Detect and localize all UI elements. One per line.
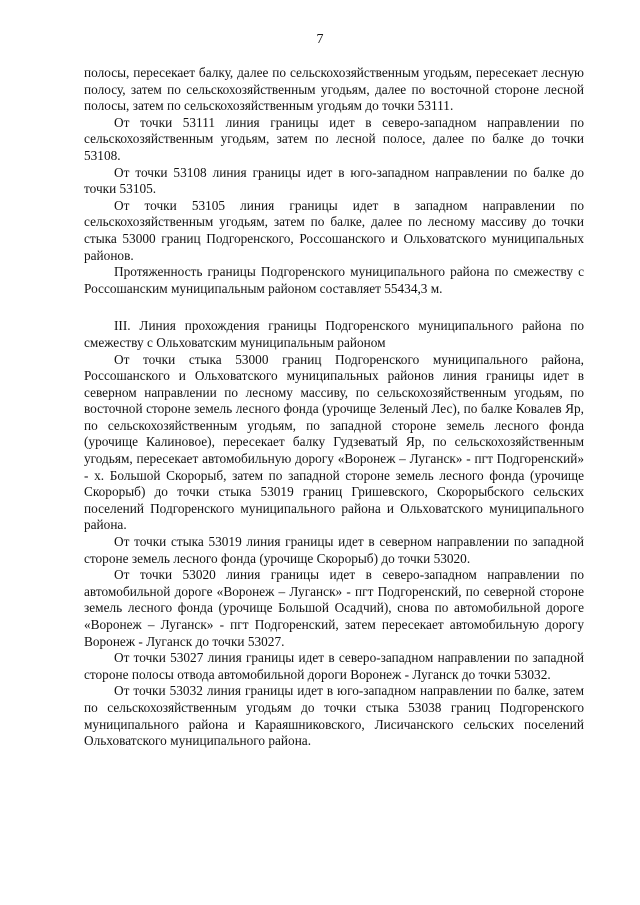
paragraph-point-53032: От точки 53032 линия границы идет в юго-западном направлении по балке, затем по сельскохозяйственным угодьям до точки стыка 53038 границ Подгоренского муниципального района и Караяшниковского, Лисичанского сельских поселений Ольховатского муниципального района. xyxy=(84,683,584,749)
paragraph-border-length: Протяженность границы Подгоренского муниципального района по смежеству с Россошанским муниципальным районом составляет 55434,3 м. xyxy=(84,264,584,296)
paragraph-point-53027: От точки 53027 линия границы идет в северо-западном направлении по западной стороне полосы отвода автомобильной дороги Воронеж - Луганск до точки 53032. xyxy=(84,650,584,682)
section-heading: III. Линия прохождения границы Подгоренского муниципального района по смежеству с Ольховатским муниципальным районом xyxy=(84,318,584,350)
paragraph-junction-53019: От точки стыка 53019 линия границы идет в северном направлении по западной стороне земель лесного фонда (урочище Скорорыб) до точки 53020. xyxy=(84,534,584,566)
paragraph-point-53020: От точки 53020 линия границы идет в северо-западном направлении по автомобильной дороге «Воронеж – Луганск» - пгт Подгоренский, по северной стороне земель лесного фонда (урочище Большой Осадчий), снова по автомобильной дороге «Воронеж – Луганск» - пгт Подгоренский, затем пересекает автомобильную дорогу Воронеж - Луганск до точки 53027. xyxy=(84,567,584,649)
document-body xyxy=(84,65,584,750)
paragraph-continuation: полосы, пересекает балку, далее по сельскохозяйственным угодьям, пересекает лесную полосу, затем по сельскохозяйственным угодьям, далее по восточной стороне лесной полосы, затем по сельскохозяйственным угодьям до точки 53111. xyxy=(84,65,584,114)
paragraph-junction-53000: От точки стыка 53000 границ Подгоренского муниципального района, Россошанского и Ольховатского муниципальных районов линия границы идет в северном направлении по лесному массиву, по сельскохозяйственным угодьям, по восточной стороне земель лесного фонда (урочище Зеленый Лес), по балке Ковалев Яр, по сельскохозяйственным угодьям, по западной стороне земель лесного фонда (урочище Калиновое), пересекает балку Гудзеватый Яр, по сельскохозяйственным угодьям, пересекает автомобильную дорогу «Воронеж – Луганск» - пгт Подгоренский» - х. Большой Скорорыб, затем по западной стороне земель лесного фонда (урочище Скорорыб) до точки стыка 53019 границ Гришевского, Скорорыбского сельских поселений Подгоренского муниципального района и Ольховатского муниципального района. xyxy=(84,351,584,533)
paragraph-point-53111: От точки 53111 линия границы идет в северо-западном направлении по сельскохозяйственным угодьям, затем по лесной полосе, далее по балке до точки 53108. xyxy=(84,114,584,163)
paragraph-point-53108: От точки 53108 линия границы идет в юго-западном направлении по балке до точки 53105. xyxy=(84,164,584,197)
page-number: 7 xyxy=(316,32,324,47)
paragraph-point-53105: От точки 53105 линия границы идет в западном направлении по сельскохозяйственным угодьям, затем по балке, далее по лесному массиву до точки стыка 53000 границ Подгоренского, Россошанского и Ольховатского муниципальных районов. xyxy=(84,197,584,263)
